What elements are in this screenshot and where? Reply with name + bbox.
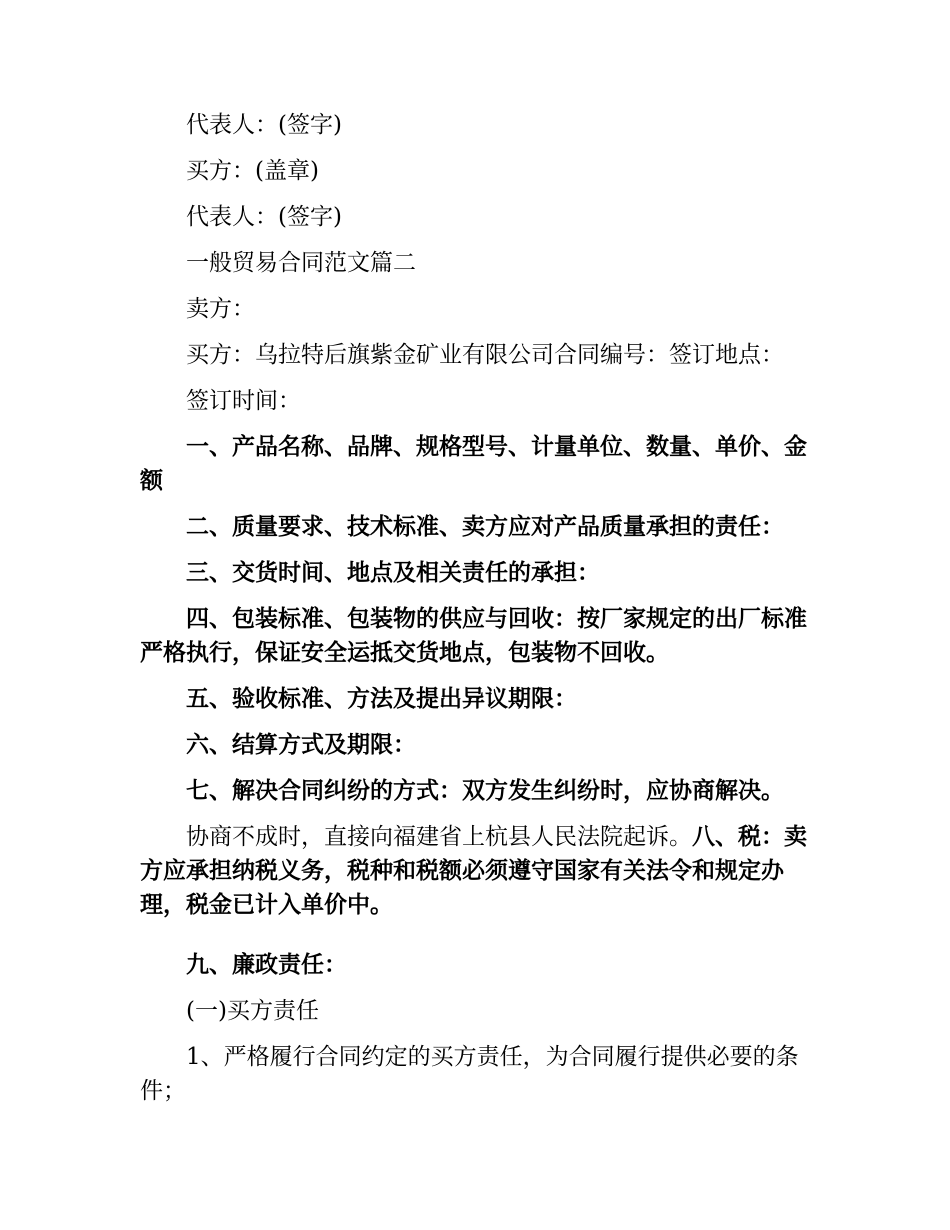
representative-line-2: 代表人：(签字)	[186, 204, 342, 230]
section-9-sub-1: (一)买方责任	[186, 998, 319, 1024]
section-6: 六、结算方式及期限：	[186, 732, 416, 758]
section-2: 二、质量要求、技术标准、卖方应对产品质量承担的责任：	[186, 514, 784, 540]
sign-time-line: 签订时间：	[186, 388, 301, 414]
section-9-sub-1-item-1: 1、严格履行合同约定的买方责任，为合同履行提供必要的条件；	[140, 1044, 799, 1104]
contract-title-2: 一般贸易合同范文篇二	[186, 250, 416, 276]
section-7-continuation: 协商不成时，直接向福建省上杭县人民法院起诉。	[186, 824, 692, 850]
document-page	[140, 108, 820, 1120]
buyer-line: 买方：乌拉特后旗紫金矿业有限公司合同编号：签订地点：	[186, 342, 784, 368]
section-5: 五、验收标准、方法及提出异议期限：	[186, 686, 577, 712]
seller-line: 卖方：	[186, 296, 255, 322]
section-9: 九、廉政责任：	[186, 952, 347, 978]
section-4: 四、包装标准、包装物的供应与回收：按厂家规定的出厂标准严格执行，保证安全运抵交货地点，包装物不回收。	[140, 606, 807, 666]
section-3: 三、交货时间、地点及相关责任的承担：	[186, 560, 600, 586]
buyer-seal-line: 买方：(盖章)	[186, 158, 319, 184]
section-1: 一、产品名称、品牌、规格型号、计量单位、数量、单价、金额	[140, 434, 807, 494]
section-7-8-paragraph	[140, 820, 820, 922]
section-7: 七、解决合同纠纷的方式：双方发生纠纷时，应协商解决。	[186, 778, 784, 804]
section-8-tax: 八、税：卖方应承担纳税义务，税种和税额必须遵守国家有关法令和规定办理，税金已计入单价中。	[140, 824, 807, 918]
representative-line-1: 代表人：(签字)	[186, 112, 342, 138]
